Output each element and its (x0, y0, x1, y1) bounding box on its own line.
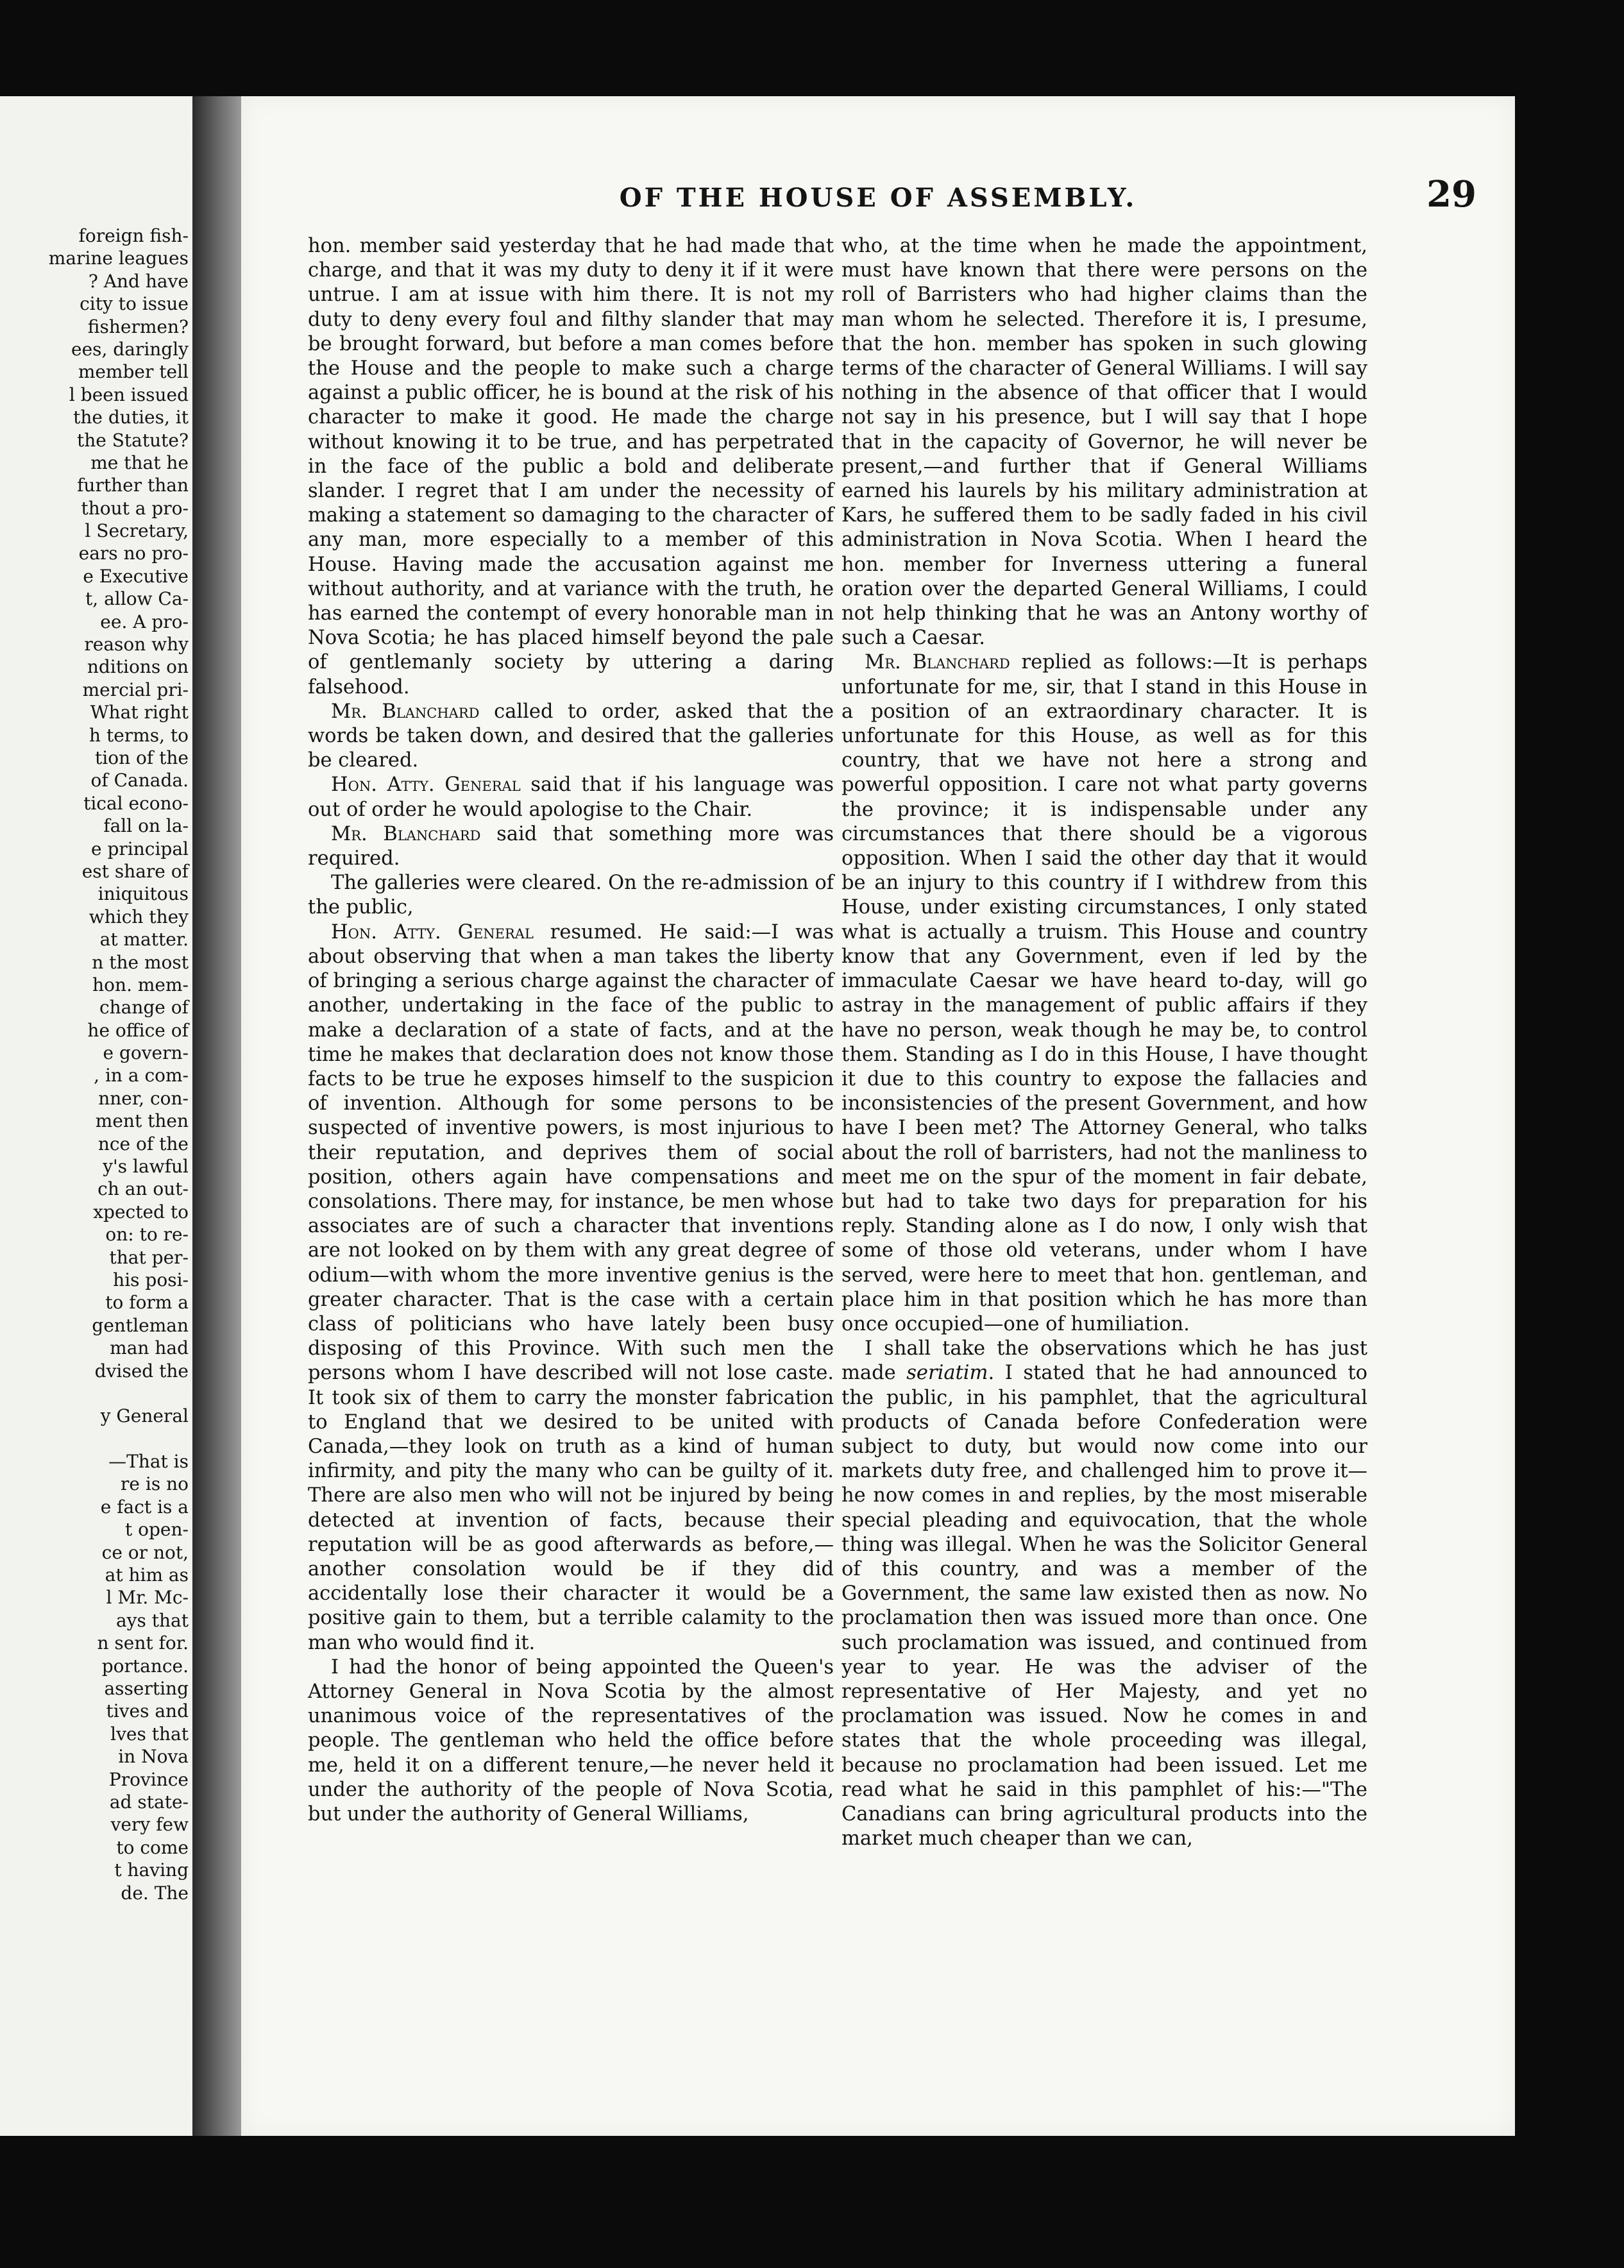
left-page-line: thout a pro- (81, 497, 189, 519)
left-page-line: marine leagues (48, 248, 189, 269)
left-page-line (3, 1428, 189, 1450)
left-page-line: t open- (125, 1519, 189, 1541)
left-page-line: —That is (108, 1451, 189, 1473)
paragraph: The galleries were cleared. On the re-admission of the public, (308, 872, 834, 919)
left-page-fragment (0, 96, 192, 2136)
left-page-line: that per- (109, 1246, 189, 1268)
left-page-line: man had (110, 1337, 189, 1359)
left-page-line: n sent for. (97, 1632, 189, 1654)
left-page-line: member tell (78, 361, 189, 383)
left-page-line: Province (108, 1768, 189, 1790)
left-page-line: l been issued (69, 384, 189, 405)
left-page-line: ment then (95, 1110, 189, 1132)
left-page-line: tical econo- (83, 792, 189, 814)
paragraph: Mr. Blanchard replied as follows:—It is perhaps unfortunate for me, sir, that I stand in this House in a position of an extraordinary character. It is unfortunate for this House, as well as for this country, that we have not here a strong and powerful opposition. I care not what party governs the province; it is indispensable under any circumstances that there should be a vigorous opposition. When I said the other day that it would be an injury to this country if I withdrew from this House, under existing circumstances, I only stated what is actually a truism. This House and country know that any Government, even if led by the immaculate Caesar we have heard to-day, will go astray in the management of public affairs if they have no person, weak though he may be, to control them. Standing as I do in this House, I have thought it due to this country to expose the fallacies and inconsistencies of the present Government, and how have I been met? The Attorney General, who talks about the roll of barristers, had not the manliness to meet me on the spur of the moment in fair debate, but had to take two days for preparation for his reply. Standing alone as I do now, I only wish that some of those old veterans, under whom I have served, were here to meet that hon. gentleman, and place him in that position which he has more than once occupied—one of humiliation. (842, 651, 1367, 1335)
paragraph: who, at the time when he made the appointment, must have known that there were persons on the roll of Barristers who had higher claims than the man whom he selected. Therefore it is, I presume, that the hon. member has spoken in such glowing terms of the character of General Williams. I will say nothing in the absence of that officer that I would not say in his presence, but I will say that I hope that in the capacity of Governor, he will never be present,—and further that if General Williams earned his laurels by his military administration at Kars, he suffered them to be sadly faded in his civil administration in Nova Scotia. When I heard the hon. member for Inverness uttering a funeral oration over the departed General Williams, I could not help thinking that he was an Antony worthy of such a Caesar. (842, 235, 1367, 650)
left-page-line: ees, daringly (71, 338, 189, 360)
left-page-line: at him as (105, 1564, 189, 1586)
paragraph: Mr. Blanchard said that something more was required. (308, 822, 834, 870)
left-page-line: t having (114, 1859, 189, 1881)
left-page-line: ears no pro- (78, 543, 189, 564)
left-page-line: very few (110, 1814, 189, 1836)
left-page-line: on: to re- (105, 1224, 189, 1246)
left-page-line: ? And have (88, 270, 189, 292)
left-page-line: l Mr. Mc- (106, 1587, 189, 1609)
left-page-line: the duties, it (73, 407, 189, 428)
paragraph: I shall take the observations which he has just made seriatim. I stated that he had announced to the public, in his pamphlet, that the agricultural products of Canada before Confederation were subject to duty, but would now come into our markets duty free, and challenged him to prove it—he now comes in and replies, by the most miserable special pleading and equivocation, that the whole thing was illegal. When he was the Solicitor General of this country, and was a member of the Government, the same law existed then as now. No proclamation then was issued more than once. One such proclamation was issued, and continued from year to year. He was the adviser of the representative of Her Majesty, and yet no proclamation was issued. Now he comes in and states that the whole proceeding was illegal, because no proclamation had been issued. Let me read what he said in this pamphlet of his:—"The Canadians can bring agricultural products into the market much cheaper than we can, (842, 1337, 1368, 1850)
text-column-2 (842, 234, 1367, 1851)
left-page-line: at matter. (99, 929, 189, 951)
text-column-1 (308, 234, 834, 1827)
left-page-line: t, allow Ca- (85, 588, 189, 610)
left-page-line: e govern- (103, 1042, 189, 1064)
left-page-line: in Nova (118, 1746, 189, 1768)
left-page-line: mercial pri- (82, 679, 189, 700)
left-page-line: me that he (90, 452, 189, 473)
left-page-line: , in a com- (94, 1065, 189, 1087)
left-page-line: nditions on (87, 656, 189, 678)
left-page-line: foreign fish- (78, 225, 189, 246)
left-page-line: l Secretary, (85, 520, 189, 542)
paragraph: Mr. Blanchard called to order, asked that the words be taken down, and desired that the galleries be cleared. (308, 700, 834, 772)
left-page-line: e principal (91, 838, 189, 859)
left-page-line: fishermen? (87, 316, 189, 337)
left-page-line: e fact is a (100, 1496, 189, 1518)
left-page-line: nner, con- (98, 1087, 189, 1109)
left-page-line: xpected to (93, 1201, 189, 1223)
left-page-line: h terms, to (89, 724, 189, 746)
left-page-text (3, 224, 189, 1904)
left-page-line: ee. A pro- (100, 611, 189, 632)
left-page-line: iniquitous (97, 883, 189, 905)
left-page-line: change of (99, 997, 189, 1019)
paragraph: Hon. Atty. General said that if his language was out of order he would apologise to the Chair. (308, 774, 834, 821)
speaker-name: Mr. Blanchard (331, 700, 480, 723)
left-page-line: to come (116, 1836, 189, 1858)
left-page-line: hon. mem- (92, 974, 189, 995)
left-page-line: re is no (121, 1473, 189, 1495)
page-number: 29 (1426, 173, 1476, 216)
running-head: OF THE HOUSE OF ASSEMBLY. (619, 183, 1137, 213)
left-page-line: n the most (92, 951, 189, 973)
paragraph: I had the honor of being appointed the Queen's Attorney General in Nova Scotia by the almost unanimous voice of the representatives of the people. The gentleman who held the office before me, held it on a different tenure,—he never held it under the authority of the people of Nova Scotia, but under the authority of General Williams, (308, 1655, 834, 1825)
left-page-line: de. The (121, 1882, 189, 1904)
left-page-line: ch an out- (97, 1178, 189, 1200)
left-page-line: which they (89, 906, 189, 927)
speaker-name: Mr. Blanchard (865, 651, 1010, 674)
left-page-line: ce or not, (101, 1541, 189, 1563)
paragraph: hon. member said yesterday that he had made that charge, and that it was my duty to deny it if it were untrue. I am at issue with him there. It is not my duty to deny every foul and filthy slander that may be brought forward, but before a man comes before the House and the people to make such a charge against a public officer, he is bound at the risk of his character to make it good. He made the charge without knowing it to be true, and has perpetrated in the face of the public a bold and deliberate slander. I regret that I am under the necessity of making a statement so damaging to the character of any man, more especially to a member of this House. Having made the accusation against me without authority, and at variance with the truth, he has earned the contempt of every honorable man in Nova Scotia; he has placed himself beyond the pale of gentlemanly society by uttering a daring falsehood. (308, 235, 834, 698)
left-page-line: y General (100, 1405, 189, 1427)
left-page-line: What right (90, 702, 189, 724)
left-page-line: tion of the (95, 747, 189, 768)
paragraph: Hon. Atty. General resumed. He said:—I was about observing that when a man takes the liberty of bringing a serious charge against the character of another, undertaking in the face of the public to make a declaration of a state of facts, and at the time he makes that declaration does not know those facts to be true he exposes himself to the suspicion of invention. Although for some persons to be suspected of inventive powers, is most injurious to their reputation, and deprives them of social position, others again have compensations and consolations. There may, for instance, be men whose associates are of such a character that inventions are not looked on by them with any great degree of odium—with whom the more inventive genius is the greater character. That is the case with a certain class of politicians who have lately been busy disposing of this Province. With such men the persons whom I have described will not lose caste. It took six of them to carry the monster fabrication to England that we desired to be united with Canada,—they look on truth as a kind of human infirmity, and pity the many who can be guilty of it. There are also men who will not be injured by being detected at invention of facts, because their reputation will be as good afterwards as before,—another consolation would be if they did accidentally lose their character it would be a positive gain to them, but a terrible calamity to the man who would find it. (308, 920, 834, 1654)
left-page-line: to form a (105, 1292, 189, 1314)
speaker-name: Mr. Blanchard (331, 822, 481, 845)
left-page-line: fall on la- (103, 815, 189, 837)
page (241, 96, 1515, 2136)
left-page-line (3, 1382, 189, 1405)
left-page-line: his posi- (113, 1269, 189, 1291)
left-page-line: of Canada. (90, 770, 189, 791)
left-page-line: further than (77, 475, 189, 496)
left-page-line: lves that (110, 1723, 189, 1745)
left-page-line: y's lawful (103, 1156, 189, 1178)
left-page-line: he office of (87, 1019, 189, 1041)
left-page-line: city to issue (80, 293, 189, 315)
speaker-name: Hon. Atty. General (331, 920, 534, 944)
left-page-line: ad state- (109, 1791, 189, 1813)
left-page-line: portance. (101, 1655, 189, 1677)
left-page-line: e Executive (83, 565, 189, 587)
left-page-line: asserting (104, 1678, 189, 1699)
left-page-line: gentleman (92, 1314, 189, 1336)
italic-term: seriatim (906, 1362, 988, 1385)
speaker-name: Hon. Atty. General (331, 774, 521, 797)
left-page-line: tives and (106, 1700, 189, 1722)
book-gutter (192, 96, 241, 2136)
left-page-line: reason why (84, 634, 189, 656)
left-page-line: ays that (115, 1609, 189, 1631)
left-page-line: nce of the (97, 1133, 189, 1155)
left-page-line: the Statute? (76, 429, 189, 451)
left-page-line: dvised the (94, 1360, 189, 1382)
left-page-line: est share of (81, 860, 189, 882)
